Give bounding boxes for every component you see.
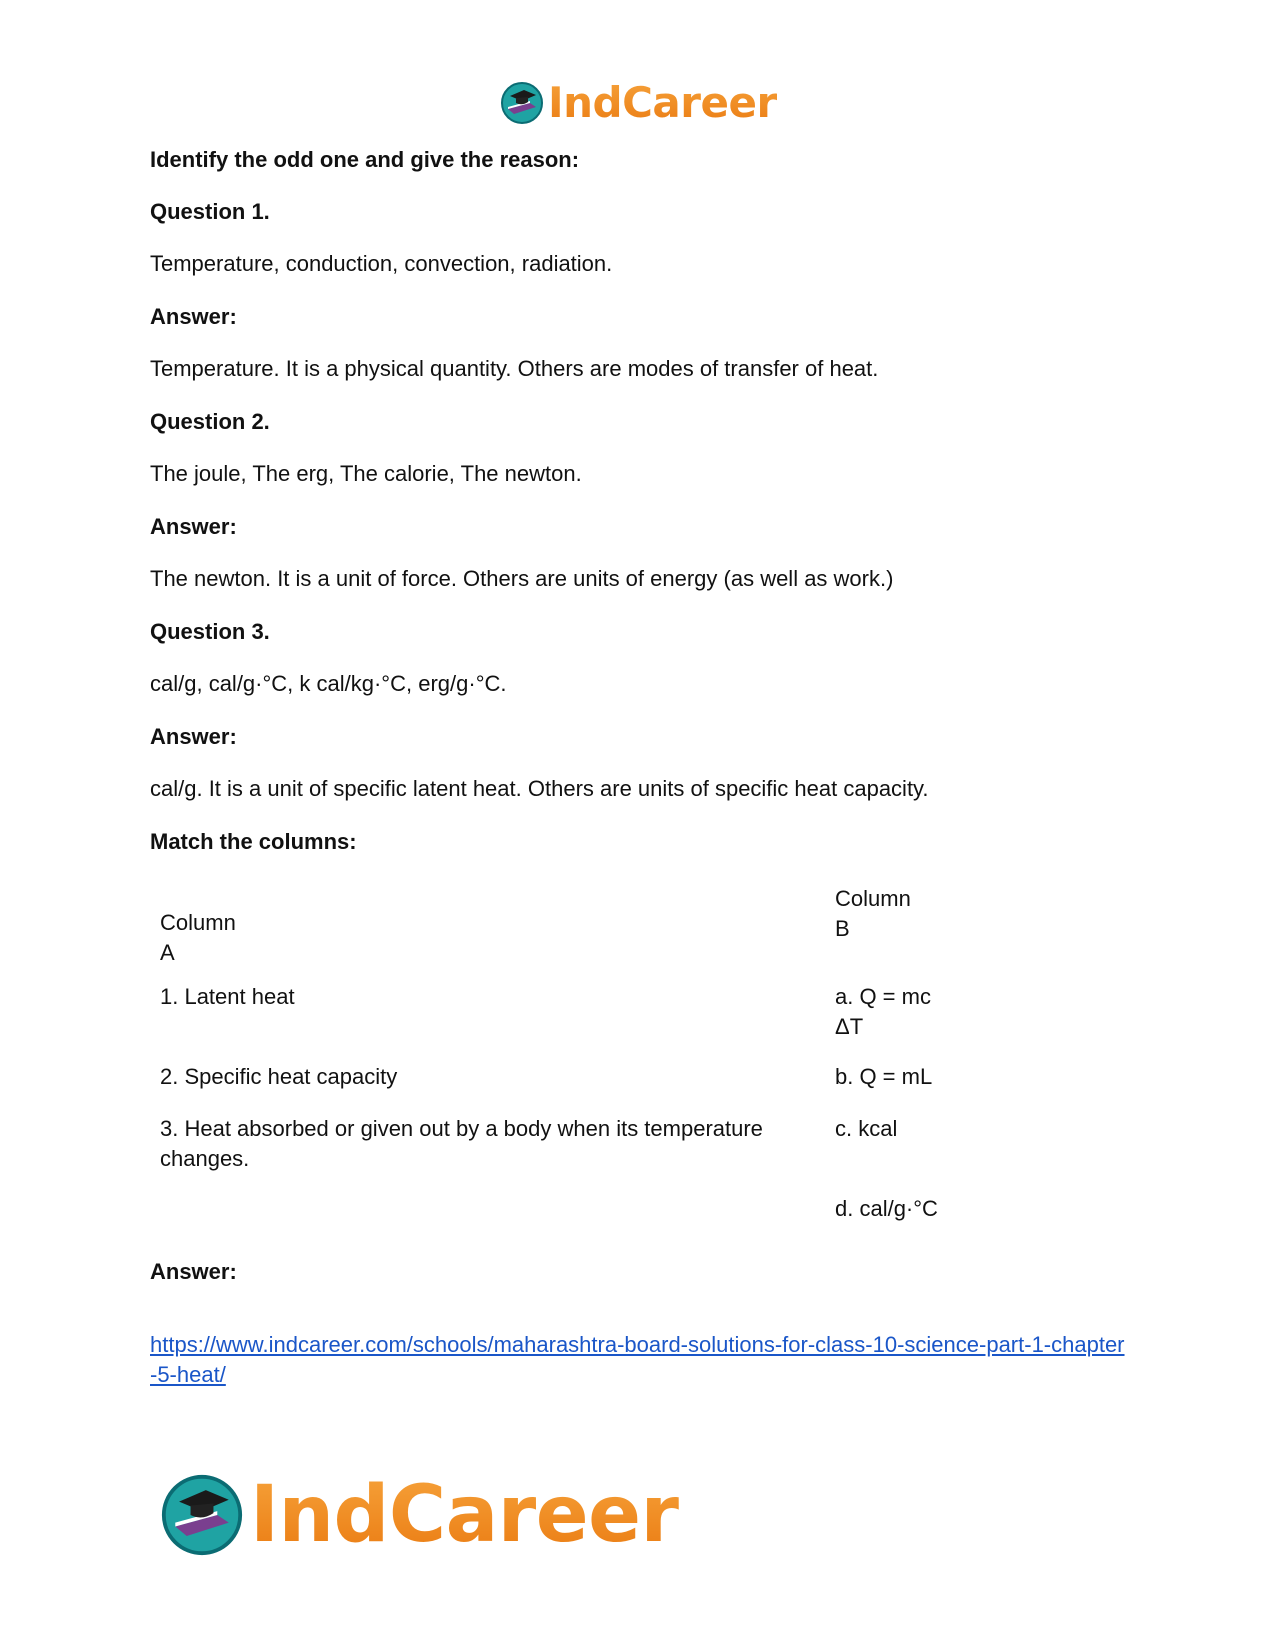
- question-text: The joule, The erg, The calorie, The newton.: [150, 461, 582, 486]
- column-b-item: b. Q = mL: [835, 1064, 933, 1089]
- column-b-item: a. Q = mc ΔT: [835, 984, 931, 1039]
- column-b-header: Column B: [835, 886, 911, 941]
- column-b-item: c. kcal: [835, 1116, 898, 1141]
- column-a-item: 1. Latent heat: [160, 984, 295, 1009]
- question-text: cal/g, cal/g·°C, k cal/kg·°C, erg/g·°C.: [150, 671, 507, 696]
- question-text: Temperature, conduction, convection, radiation.: [150, 251, 613, 276]
- logo-wordmark: IndCareer: [250, 1470, 679, 1560]
- section-heading-odd-one: Identify the odd one and give the reason:: [150, 147, 580, 172]
- answer-label: Answer:: [150, 304, 237, 329]
- graduation-book-icon: [500, 81, 544, 125]
- answer-label: Answer:: [150, 1259, 237, 1284]
- footer-logo: [160, 1470, 679, 1560]
- answer-label: Answer:: [150, 724, 237, 749]
- answer-text: cal/g. It is a unit of specific latent heat. Others are units of specific heat capacity.: [150, 776, 929, 801]
- question-label: Question 1.: [150, 199, 270, 224]
- question-label: Question 2.: [150, 409, 270, 434]
- question-label: Question 3.: [150, 619, 270, 644]
- section-heading-match: Match the columns:: [150, 829, 357, 854]
- column-b-item: d. cal/g·°C: [835, 1196, 938, 1221]
- column-a-header: Column A: [160, 910, 236, 965]
- graduation-book-icon: [160, 1473, 244, 1557]
- answer-text: Temperature. It is a physical quantity. Others are modes of transfer of heat.: [150, 356, 879, 381]
- column-a-item: 3. Heat absorbed or given out by a body when its temperature changes.: [160, 1116, 763, 1171]
- answer-text: The newton. It is a unit of force. Others are units of energy (as well as work.): [150, 566, 894, 591]
- header-logo: [500, 78, 777, 128]
- source-link[interactable]: https://www.indcareer.com/schools/maharashtra-board-solutions-for-class-10-science-part-1-chapter-5-heat/: [150, 1332, 1125, 1387]
- column-a-item: 2. Specific heat capacity: [160, 1064, 398, 1089]
- answer-label: Answer:: [150, 514, 237, 539]
- logo-wordmark: IndCareer: [548, 78, 777, 127]
